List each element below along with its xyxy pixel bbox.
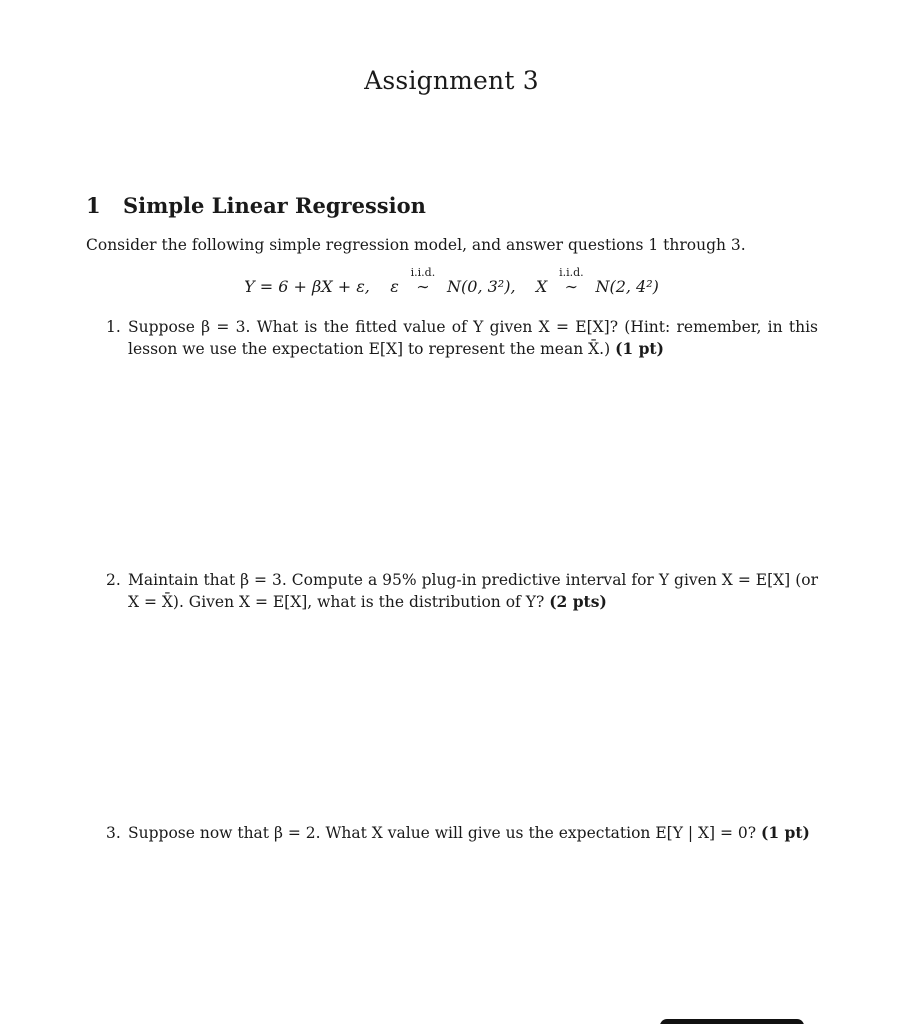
question-number: 3. [106, 824, 121, 842]
section-heading [86, 193, 426, 218]
equation-eps-symbol: ε [390, 277, 399, 296]
question-text: Maintain that β = 3. Compute a 95% plug-in predictive interval for Y given X = E[X] (or X = X̄). Given X = E[X], what is the distribution of Y? [128, 571, 818, 611]
question-text: Suppose now that β = 2. What X value will give us the expectation E[Y | X] = 0? [128, 824, 757, 842]
equation-model: Y = 6 + βX + ε, [244, 277, 370, 296]
equation-x-symbol: X [535, 277, 548, 296]
question-points: (1 pt) [615, 339, 664, 358]
iid-operator-x [552, 266, 590, 296]
question-points: (1 pt) [761, 823, 810, 842]
section-intro: Consider the following simple regression model, and answer questions 1 through 3. [86, 236, 746, 254]
bottom-overlay-tab[interactable] [660, 1019, 804, 1024]
model-equation [0, 266, 903, 296]
question-text: Suppose β = 3. What is the fitted value of Y given X = E[X]? (Hint: remember, in this lesson we use the expectation E[X] to represent the mean X̄.) [128, 318, 818, 358]
page-title: Assignment 3 [364, 66, 539, 95]
section-title: Simple Linear Regression [123, 193, 426, 218]
question-points: (2 pts) [549, 592, 607, 611]
question-1 [106, 316, 818, 360]
question-number: 1. [106, 318, 121, 336]
equation-x-dist: N(2, 4²) [595, 277, 659, 296]
iid-label: i.i.d. [410, 266, 436, 279]
iid-label-x: i.i.d. [559, 266, 584, 279]
equation-eps-dist: N(0, 3²), [447, 277, 516, 296]
iid-tilde-x: ∼ [564, 277, 579, 296]
question-3 [106, 822, 818, 844]
question-number: 2. [106, 571, 121, 589]
iid-tilde: ∼ [416, 277, 430, 296]
section-number: 1 [86, 193, 101, 218]
iid-operator [404, 266, 442, 296]
question-2 [106, 569, 818, 613]
